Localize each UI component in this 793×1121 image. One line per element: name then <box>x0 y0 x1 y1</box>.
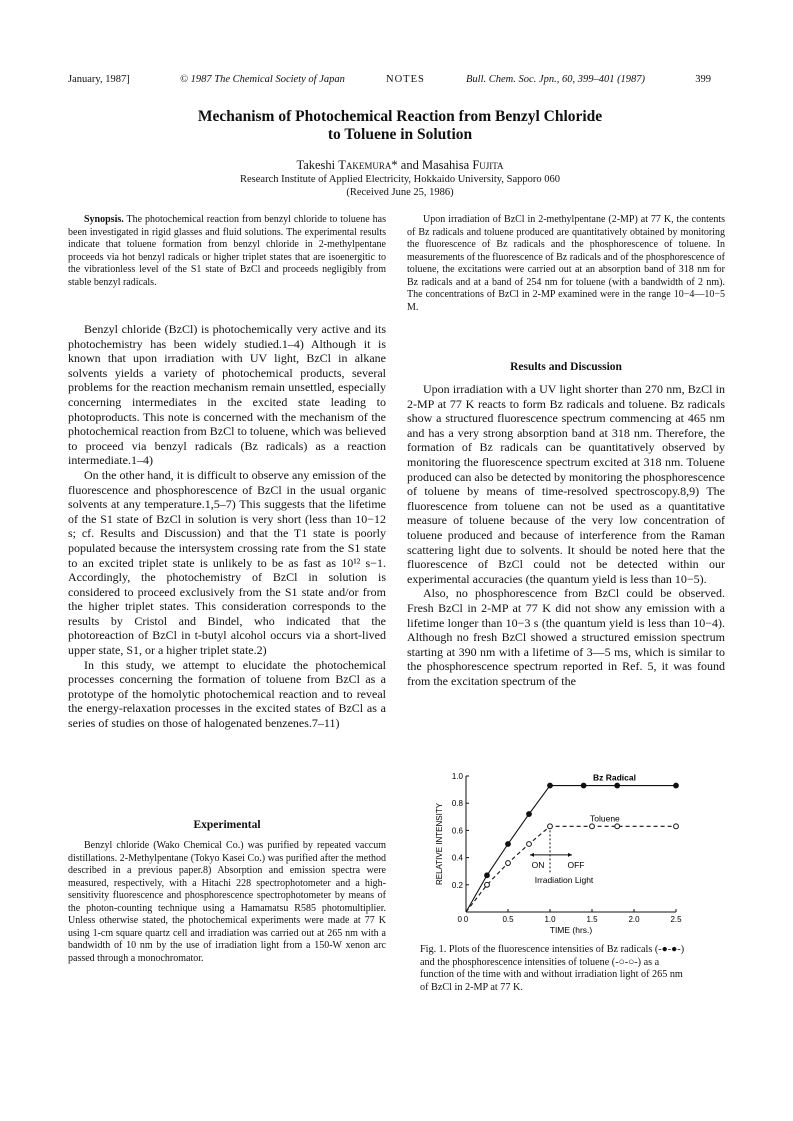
synopsis-label: Synopsis. <box>84 214 124 225</box>
author-2-last: Fujita <box>472 158 504 172</box>
series-line-0 <box>466 786 676 912</box>
results-paragraph-1: Upon irradiation with a UV light shorter than 270 nm, BzCl in 2-MP at 77 K reacts to form Bz radicals and toluene. Bz radicals show a structured fluorescence spectrum commencing at 465 nm and has a very strong absorption band at 318 nm. Therefore, the formation of Bz radicals can be quantitatively observed by monitoring the fluorescence spectrum excited at 318 nm. Toluene produced can also be detected by monitoring the phosphorescence of toluene by means of time-resolved spectroscopy.8,9) The fluorescence from toluene can not be used as a quantitative measure of toluene because of the very low concentration of toluene produced and because of interference from the Raman scattering light due to solvents. It should be noted here that the fluorescence of BzCl could not be detected within our experimental accuracies (the quantum yield is less than 10−5). <box>407 382 725 586</box>
y-axis-label: RELATIVE INTENSITY <box>435 802 444 886</box>
title-line-2: to Toluene in Solution <box>327 126 473 143</box>
x-tick-label: 2.0 <box>628 915 640 924</box>
running-header <box>68 74 711 88</box>
irradiation-label: Irradiation Light <box>534 874 594 885</box>
synopsis <box>68 214 386 289</box>
title-line-1: Mechanism of Photochemical Reaction from Benzyl Chloride <box>197 108 603 125</box>
right-paragraph-1: Upon irradiation of BzCl in 2-methylpentane (2-MP) at 77 K, the contents of Bz radicals and toluene produced are quantitatively obtained by monitoring the fluorescence of Bz radicals and the phosphorescence of toluene. In measurements of the fluorescence of Bz radicals and of the phosphorescence of toluene, the excitations were carried out at an absorption band of 318 nm for Bz radicals and at a band of 254 nm for toluene (with a bandwidth of 2 nm). The concentrations of BzCl in 2-MP examined were in the range 10−4—10−5 M. <box>407 214 725 313</box>
experimental-section <box>68 840 386 965</box>
data-point-0 <box>581 783 586 788</box>
received-date: (Received June 25, 1986) <box>346 187 454 198</box>
authors-and: and <box>400 158 419 172</box>
y-tick-label: 0.2 <box>451 880 463 890</box>
on-label: ON <box>531 859 545 870</box>
data-point-1 <box>485 882 490 887</box>
authors <box>100 158 700 173</box>
x-tick-label: 1.0 <box>544 915 556 924</box>
author-1-last: Takemura* <box>338 158 398 172</box>
results-paragraph-2: Also, no phosphorescence from BzCl could be observed. Fresh BzCl in 2-MP at 77 K did not show any emission with a lifetime longer than 10−3 s (the quantum yield is less than 10−4). Although no fresh BzCl showed a structured emission spectrum starting at 390 nm with a lifetime of 3—5 ms, which is similar to the phosphorescence spectrum reported in Ref. 5, it was found from the excitation spectrum of the <box>407 586 725 688</box>
x-axis-label: TIME (hrs.) <box>549 925 593 935</box>
data-point-0 <box>615 783 620 788</box>
data-point-1 <box>548 824 553 829</box>
data-point-1 <box>527 842 532 847</box>
arrow-head-right <box>568 853 572 857</box>
x-tick-label: 2.5 <box>670 915 682 924</box>
article-title <box>100 108 700 144</box>
left-column-body <box>68 322 386 731</box>
figure-caption: Fig. 1. Plots of the fluorescence intensities of Bz radicals (-●-●-) and the phosphorescence intensities of toluene (-○-○-) as a function of the time with and without irradiation light of 265 nm of BzCl in 2-MP at 77 K. <box>420 944 685 993</box>
author-1-first: Takeshi <box>296 158 336 172</box>
data-point-1 <box>674 824 679 829</box>
data-point-0 <box>527 812 532 817</box>
figure-1-chart <box>428 766 693 942</box>
off-label: OFF <box>567 859 585 870</box>
x-tick-label: 0.5 <box>502 915 514 924</box>
origin-label: 0 <box>457 915 462 924</box>
results-heading: Results and Discussion <box>510 361 622 373</box>
data-point-0 <box>506 842 511 847</box>
intro-paragraph-3: In this study, we attempt to elucidate the photochemical processes concerning the formation of toluene from BzCl as a prototype of the homolytic photochemical reaction and to reveal the energy-relaxation processes in the excited states of BzCl as a series of studies on those of halogenated benzenes.7–11) <box>68 657 386 731</box>
y-tick-label: 0.6 <box>451 826 463 836</box>
arrow-head-left <box>530 853 534 857</box>
y-tick-label: 0.4 <box>451 853 463 863</box>
header-copyright: © 1987 The Chemical Society of Japan <box>180 74 345 85</box>
series-label-0: Bz Radical <box>593 772 636 783</box>
x-tick-label: 0 <box>463 915 469 924</box>
y-tick-label: 0.8 <box>451 799 463 809</box>
intro-paragraph-1: Benzyl chloride (BzCl) is photochemically very active and its photochemistry has been widely studied.1–4) Although it is known that upon irradiation with UV light, BzCl in alkane solvents yields a variety of photochemical products, several problems for the reaction mechanism remain unsettled, especially concerning intermediates in the excited state leading to photoproducts. This note is concerned with the mechanism of the photochemical reaction from BzCl to toluene, which was believed to proceed via benzyl radicals (Bz radicals) as a reaction intermediate.1–4) <box>68 322 386 468</box>
data-point-1 <box>590 824 595 829</box>
series-label-1: Toluene <box>590 813 620 824</box>
data-point-1 <box>506 861 511 866</box>
experimental-paragraph: Benzyl chloride (Wako Chemical Co.) was purified by repeated vaccum distillations. 2-Methylpentane (Tokyo Kasei Co.) was purified after the method described in a previous paper.8) Absorption and emission spectra were measured, respectively, with a Hitachi 228 spectrophotometer and a high-sensitivity fluorescence and phosphorescence spectrophotometer by means of the photon-counting technique using a Hamamatsu R585 photomultiplier. Unless otherwise stated, the photochemical experiments were made at 77 K using 1-cm square quartz cell and irradiation was carried out at 265 nm with a bandwidth of 10 nm by the use of irradiation light from a 150-W xenon arc passed through a monochromator. <box>68 840 386 964</box>
header-page-number: 399 <box>695 74 711 85</box>
data-point-0 <box>674 783 679 788</box>
affiliation-block <box>100 173 700 199</box>
data-point-0 <box>485 873 490 878</box>
affiliation: Research Institute of Applied Electricity, Hokkaido University, Sapporo 060 <box>240 174 560 185</box>
header-date: January, 1987] <box>68 74 130 85</box>
right-column-intro <box>407 214 725 314</box>
data-point-1 <box>615 824 620 829</box>
y-tick-label: 1.0 <box>451 772 463 781</box>
header-section: NOTES <box>386 74 425 85</box>
synopsis-text: The photochemical reaction from benzyl chloride to toluene has been investigated in rigid glasses and fluid solutions. The experimental results indicate that toluene formation from benzyl chloride in 2-methylpentane proceeds via hot benzyl radicals or higher triplet states that are isoenergitic to the vibrationless level of the S1 state of BzCl and proceeds negligibly from stable benzyl radicals. <box>68 214 387 288</box>
right-column-body <box>407 382 725 688</box>
data-point-0 <box>548 783 553 788</box>
x-tick-label: 1.5 <box>586 915 598 924</box>
intro-paragraph-2: On the other hand, it is difficult to observe any emission of the fluorescence and phosphorescence of BzCl in the usual organic solvents at any temperature.1,5–7) This suggests that the lifetime of the S1 state of BzCl in solution is very short (less than 10−12 s; cf. Results and Discussion) and that the T1 state is poorly populated because the intersystem crossing rate from the S1 state to an excited triplet state is unlikely to be as fast as 10¹² s−1. Accordingly, the photochemistry of BzCl in solution is considered to proceed exclusively from the S1 state and/or from the higher triplet states. This consideration corresponds to the results by Cristol and Bindel, who indicated that the photoreaction of BzCl in t-butyl alcohol occurs via a short-lived upper state, S1, or a higher triplet state.2) <box>68 467 386 658</box>
header-journal: Bull. Chem. Soc. Jpn., 60, 399–401 (1987) <box>466 74 646 85</box>
author-2-first: Masahisa <box>421 158 470 172</box>
experimental-heading: Experimental <box>193 819 261 831</box>
